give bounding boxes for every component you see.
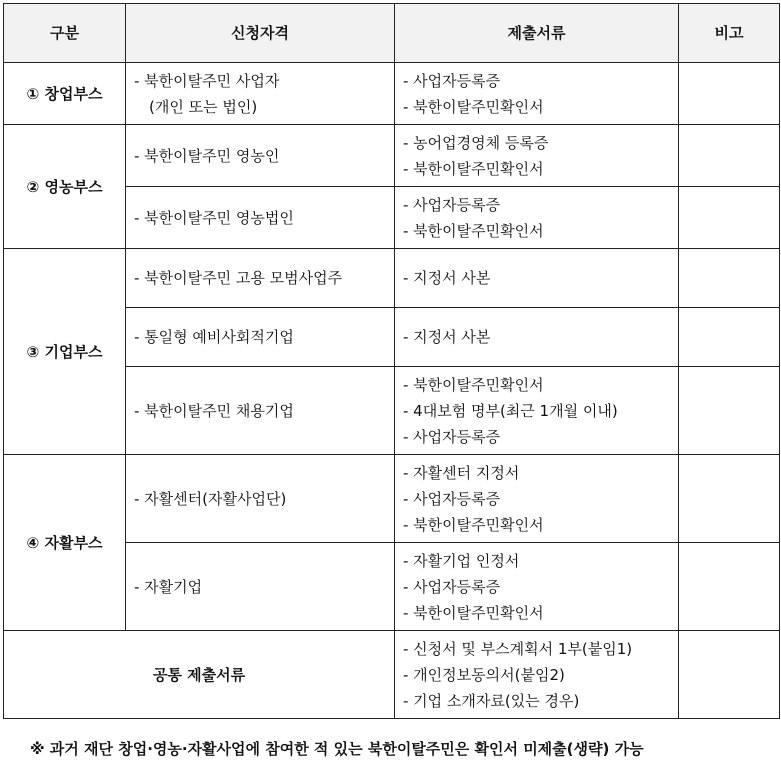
document-line: - 농어업경영체 등록증 xyxy=(403,133,549,152)
qualification-line: (개인 또는 법인) xyxy=(149,97,258,116)
table-row xyxy=(4,455,780,543)
qualification-cell xyxy=(126,63,395,125)
documents-cell xyxy=(395,367,679,455)
category-selfhelp: ④ 자활부스 xyxy=(4,455,126,631)
category-company: ③ 기업부스 xyxy=(4,249,126,455)
qualification-cell xyxy=(126,543,395,631)
qualification-cell xyxy=(126,367,395,455)
remarks-cell xyxy=(679,367,780,455)
documents-cell xyxy=(395,63,679,125)
document-line: - 사업자등록증 xyxy=(403,71,501,90)
documents-cell xyxy=(395,249,679,308)
qualification-cell xyxy=(126,125,395,187)
remarks-cell xyxy=(679,63,780,125)
qualification-line: - 북한이탈주민 사업자 xyxy=(134,71,280,90)
qualification-line: - 북한이탈주민 고용 모범사업주 xyxy=(134,269,343,287)
document-line: - 지정서 사본 xyxy=(403,269,491,287)
documents-cell xyxy=(395,308,679,367)
documents-cell xyxy=(395,125,679,187)
qualification-line: - 자활기업 xyxy=(134,577,203,596)
document-line: - 자활기업 인정서 xyxy=(403,551,520,570)
document-line: - 사업자등록증 xyxy=(403,577,501,596)
document-line: - 북한이탈주민확인서 xyxy=(403,97,544,116)
header-remarks: 비고 xyxy=(679,4,780,63)
header-documents: 제출서류 xyxy=(395,4,679,63)
header-category: 구분 xyxy=(4,4,126,63)
qualification-cell xyxy=(126,249,395,308)
eligibility-table xyxy=(3,3,780,719)
document-line: - 기업 소개자료(있는 경우) xyxy=(403,691,580,710)
remarks-cell xyxy=(679,249,780,308)
table-row xyxy=(4,125,780,187)
document-line: - 사업자등록증 xyxy=(403,489,501,508)
qualification-line: - 북한이탈주민 영농인 xyxy=(134,146,280,165)
document-line: - 사업자등록증 xyxy=(403,195,501,214)
category-startup: ① 창업부스 xyxy=(4,63,126,125)
header-qualification: 신청자격 xyxy=(126,4,395,63)
remarks-cell xyxy=(679,125,780,187)
table-row xyxy=(4,631,780,719)
header-row xyxy=(4,4,780,63)
document-line: - 지정서 사본 xyxy=(403,328,491,346)
document-line: - 북한이탈주민확인서 xyxy=(403,515,544,534)
table-row xyxy=(4,249,780,308)
qualification-line: - 자활센터(자활사업단) xyxy=(134,489,287,508)
qualification-line: - 북한이탈주민 채용기업 xyxy=(134,401,294,420)
document-line: - 사업자등록증 xyxy=(403,427,501,446)
document-line: - 개인정보동의서(붙임2) xyxy=(403,665,565,684)
remarks-cell xyxy=(679,308,780,367)
category-common: 공통 제출서류 xyxy=(4,631,395,719)
documents-cell xyxy=(395,631,679,719)
documents-cell xyxy=(395,187,679,249)
remarks-cell xyxy=(679,631,780,719)
remarks-cell xyxy=(679,187,780,249)
document-line: - 북한이탈주민확인서 xyxy=(403,221,544,240)
footnote: ※ 과거 재단 창업·영농·자활사업에 참여한 적 있는 북한이탈주민은 확인서 미제출(생략) 가능 xyxy=(30,740,644,758)
qualification-line: - 통일형 예비사회적기업 xyxy=(134,328,294,346)
qualification-cell xyxy=(126,187,395,249)
remarks-cell xyxy=(679,455,780,543)
document-line: - 4대보험 명부(최근 1개월 이내) xyxy=(403,401,618,420)
document-line: - 북한이탈주민확인서 xyxy=(403,603,544,622)
qualification-cell xyxy=(126,455,395,543)
qualification-cell xyxy=(126,308,395,367)
documents-cell xyxy=(395,543,679,631)
document-line: - 자활센터 지정서 xyxy=(403,463,520,482)
qualification-line: - 북한이탈주민 영농법인 xyxy=(134,208,294,227)
document-line: - 신청서 및 부스계획서 1부(붙임1) xyxy=(403,639,633,658)
document-line: - 북한이탈주민확인서 xyxy=(403,375,544,394)
documents-cell xyxy=(395,455,679,543)
document-line: - 북한이탈주민확인서 xyxy=(403,159,544,178)
table-row xyxy=(4,63,780,125)
category-farming: ② 영농부스 xyxy=(4,125,126,249)
remarks-cell xyxy=(679,543,780,631)
